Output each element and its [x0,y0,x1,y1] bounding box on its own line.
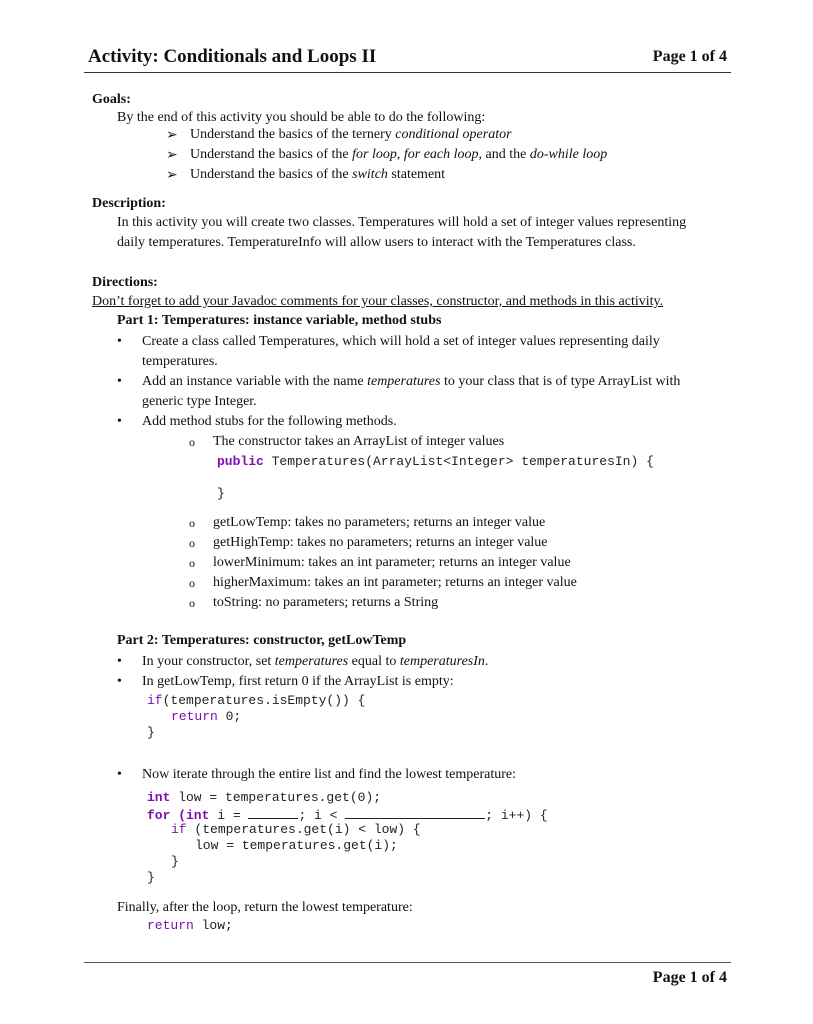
header-page-number: Page 1 of 4 [652,48,727,65]
document-page: Activity: Conditionals and Loops II Page 1 of 4 Goals: By the end of this activity you should be able to do the following: ➢ Understand the basics of the ternery conditional operator ➢ Understand the basics of the for loop, for each loop, and the do-while loop ➢ Understand the basics of the switch statement Description: In this activity you will create two classes. Temperatures will hold a set of integer values representing daily temperatures. TemperatureInfo will allow users to interact with the Temperatures class. Directions: Don’t forget to add your Javadoc comments for your classes, constructor, and methods in this activity. Part 1: Temperatures: instance variable, method stubs • Create a class called Temperatures, which will hold a set of integer values representing daily temperatures. • Add an instance variable with the name temperatures to your class that is of type ArrayList with generic type Integer. • Add method stubs for the following methods. o The constructor takes an ArrayList of integer values public Temperatures(ArrayList<Integer> temperaturesIn) { } o getLowTemp: takes no parameters; returns an integer value o getHighTemp: takes no parameters; returns an integer value o lowerMinimum: takes an int parameter; returns an integer value o higherMaximum: takes an int parameter; returns an integer value o toString: no parameters; returns a String Part 2: Temperatures: constructor, getLowTemp • In your constructor, set temperatures equal to temperaturesIn. • In getLowTemp, first return 0 if the ArrayList is empty: if(temperatures.isEmpty()) { return 0; } • Now iterate through the entire list and find the lowest temperature: int low = temperatures.get(0); for (int i = ; i < ; i++) { if (temperatures.get(i) < low) { low = temperatures.get(i); } } Finally, after the loop, return the lowest temperature: return low; Page 1 of 4 [0,0,813,1024]
directions-heading: Directions: [92,275,158,290]
end-blank [345,806,485,819]
assign-code: low = temperatures.get(i); [195,838,398,853]
finally-text: Finally, after the loop, return the lowest temperature: [117,900,413,915]
description-line: In this activity you will create two classes. Temperatures will hold a set of integer values representing [117,215,687,230]
arrow-bullet-icon: ➢ [166,148,178,163]
bullet-icon: • [117,654,122,669]
goals-intro: By the end of this activity you should be able to do the following: [117,110,486,125]
document-title: Activity: Conditionals and Loops II [88,46,377,67]
bullet-icon: • [117,414,122,429]
part2-heading: Part 2: Temperatures: constructor, getLowTemp [117,633,407,648]
constructor-code: public Temperatures(ArrayList<Integer> temperaturesIn) { [217,454,654,469]
footer-page-number: Page 1 of 4 [652,969,727,986]
constructor-code-close: } [217,486,225,501]
isempty-close: } [147,725,155,740]
bullet-icon: • [117,374,122,389]
bullet-icon: • [117,674,122,689]
javadoc-note: Don’t forget to add your Javadoc comments for your classes, constructor, and methods in this activity. [92,294,664,309]
circle-bullet-icon: o [189,536,195,550]
circle-bullet-icon: o [189,596,195,610]
page-footer [84,962,731,986]
circle-bullet-icon: o [189,435,195,449]
bullet-icon: • [117,334,122,349]
circle-bullet-icon: o [189,556,195,570]
part1-heading: Part 1: Temperatures: instance variable, method stubs [117,313,442,328]
for-close: } [147,870,155,885]
for-loop-code: for (int i = ; i < ; i++) { [147,808,548,823]
if-code: if (temperatures.get(i) < low) { [171,822,421,837]
circle-bullet-icon: o [189,576,195,590]
if-close: } [171,854,179,869]
return-zero-code: return 0; [171,709,242,724]
low-init-code: int low = temperatures.get(0); [147,790,382,805]
description-heading: Description: [92,196,166,211]
description-line: daily temperatures. TemperatureInfo will allow users to interact with the Temperatures class. [117,235,636,250]
return-low-code: return low; [147,918,233,933]
goals-heading: Goals: [92,92,131,107]
circle-bullet-icon: o [189,516,195,530]
arrow-bullet-icon: ➢ [166,168,178,183]
page-header [84,44,731,73]
isempty-code: if(temperatures.isEmpty()) { [147,693,366,708]
arrow-bullet-icon: ➢ [166,128,178,143]
start-blank [248,806,298,819]
bullet-icon: • [117,767,122,782]
